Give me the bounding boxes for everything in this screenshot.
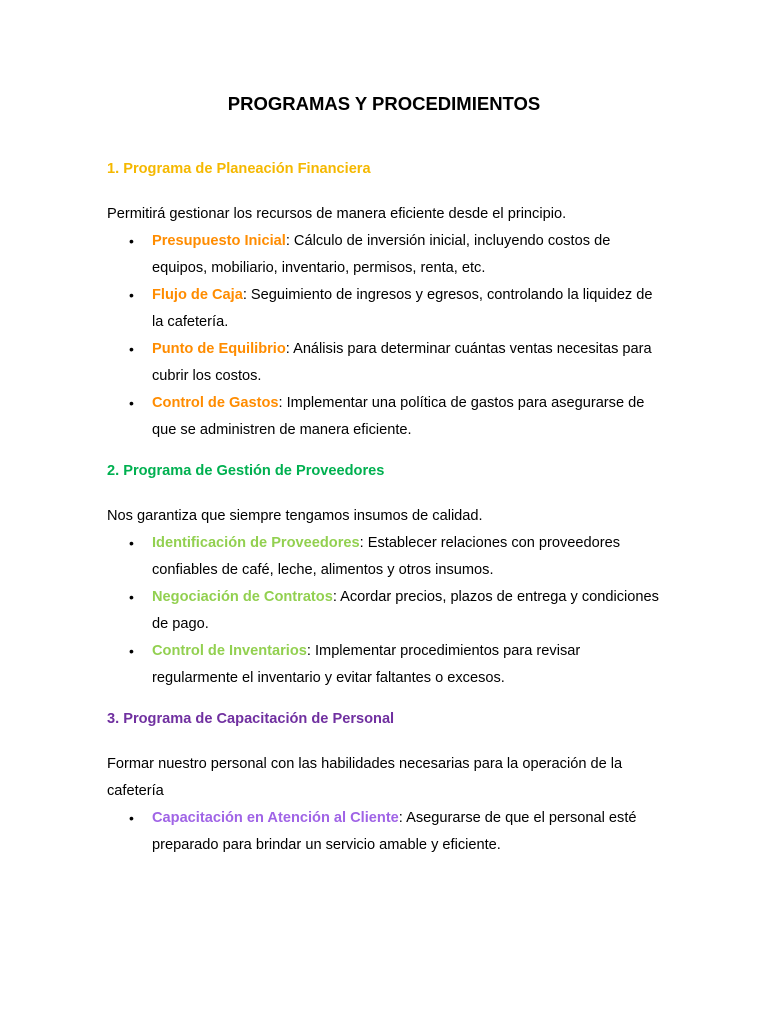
- item-text: : Cálculo de inversión inicial, incluyendo costos de equipos, mobiliario, inventario, permisos, renta, etc.: [152, 233, 611, 276]
- item-term: Identificación de Proveedores: [152, 535, 360, 551]
- section-intro: Permitirá gestionar los recursos de manera eficiente desde el principio.: [107, 206, 567, 222]
- item-term: Presupuesto Inicial: [152, 233, 286, 249]
- item-text: : Asegurarse de que el personal esté preparado para brindar un servicio amable y eficiente.: [152, 810, 637, 853]
- section-heading: 3. Programa de Capacitación de Personal: [107, 711, 395, 727]
- list-item: [107, 390, 667, 444]
- item-text: : Establecer relaciones con proveedores confiables de café, leche, alimentos y otros insumos.: [152, 535, 621, 578]
- list-item: [107, 584, 667, 638]
- bullet-icon: •: [129, 589, 134, 605]
- section-intro: Nos garantiza que siempre tengamos insumos de calidad.: [107, 508, 483, 524]
- list-item: [107, 228, 667, 282]
- list-item: [107, 805, 667, 859]
- list-item: [107, 638, 667, 692]
- item-term: Control de Gastos: [152, 395, 279, 411]
- item-text: : Implementar una política de gastos para asegurarse de que se administren de manera eficiente.: [152, 395, 645, 438]
- item-text: : Acordar precios, plazos de entrega y condiciones de pago.: [152, 589, 659, 632]
- document-title: PROGRAMAS Y PROCEDIMIENTOS: [227, 93, 541, 114]
- section-heading: 2. Programa de Gestión de Proveedores: [107, 463, 385, 479]
- list-item: [107, 530, 667, 584]
- bullet-icon: •: [129, 643, 134, 659]
- item-term: Control de Inventarios: [152, 643, 307, 659]
- bullet-list: [107, 530, 667, 692]
- list-item: [107, 282, 667, 336]
- item-term: Negociación de Contratos: [152, 589, 333, 605]
- item-term: Flujo de Caja: [152, 287, 243, 303]
- section-gestion-proveedores: [107, 461, 667, 692]
- bullet-icon: •: [129, 810, 134, 826]
- section-intro: Formar nuestro personal con las habilidades necesarias para la operación de la cafetería: [107, 756, 623, 799]
- item-term: Punto de Equilibrio: [152, 341, 286, 357]
- list-item: [107, 336, 667, 390]
- item-text: : Análisis para determinar cuántas ventas necesitas para cubrir los costos.: [152, 341, 652, 384]
- section-heading: 1. Programa de Planeación Financiera: [107, 161, 371, 177]
- section-capacitacion-personal: [107, 709, 667, 859]
- item-term: Capacitación en Atención al Cliente: [152, 810, 399, 826]
- bullet-icon: •: [129, 341, 134, 357]
- bullet-icon: •: [129, 395, 134, 411]
- bullet-icon: •: [129, 233, 134, 249]
- bullet-list: [107, 228, 667, 444]
- item-text: : Implementar procedimientos para revisar regularmente el inventario y evitar faltantes o excesos.: [152, 643, 581, 686]
- document-body: [107, 91, 667, 859]
- bullet-list: [107, 805, 667, 859]
- bullet-icon: •: [129, 535, 134, 551]
- section-planeacion-financiera: [107, 159, 667, 444]
- item-text: : Seguimiento de ingresos y egresos, controlando la liquidez de la cafetería.: [152, 287, 653, 330]
- bullet-icon: •: [129, 287, 134, 303]
